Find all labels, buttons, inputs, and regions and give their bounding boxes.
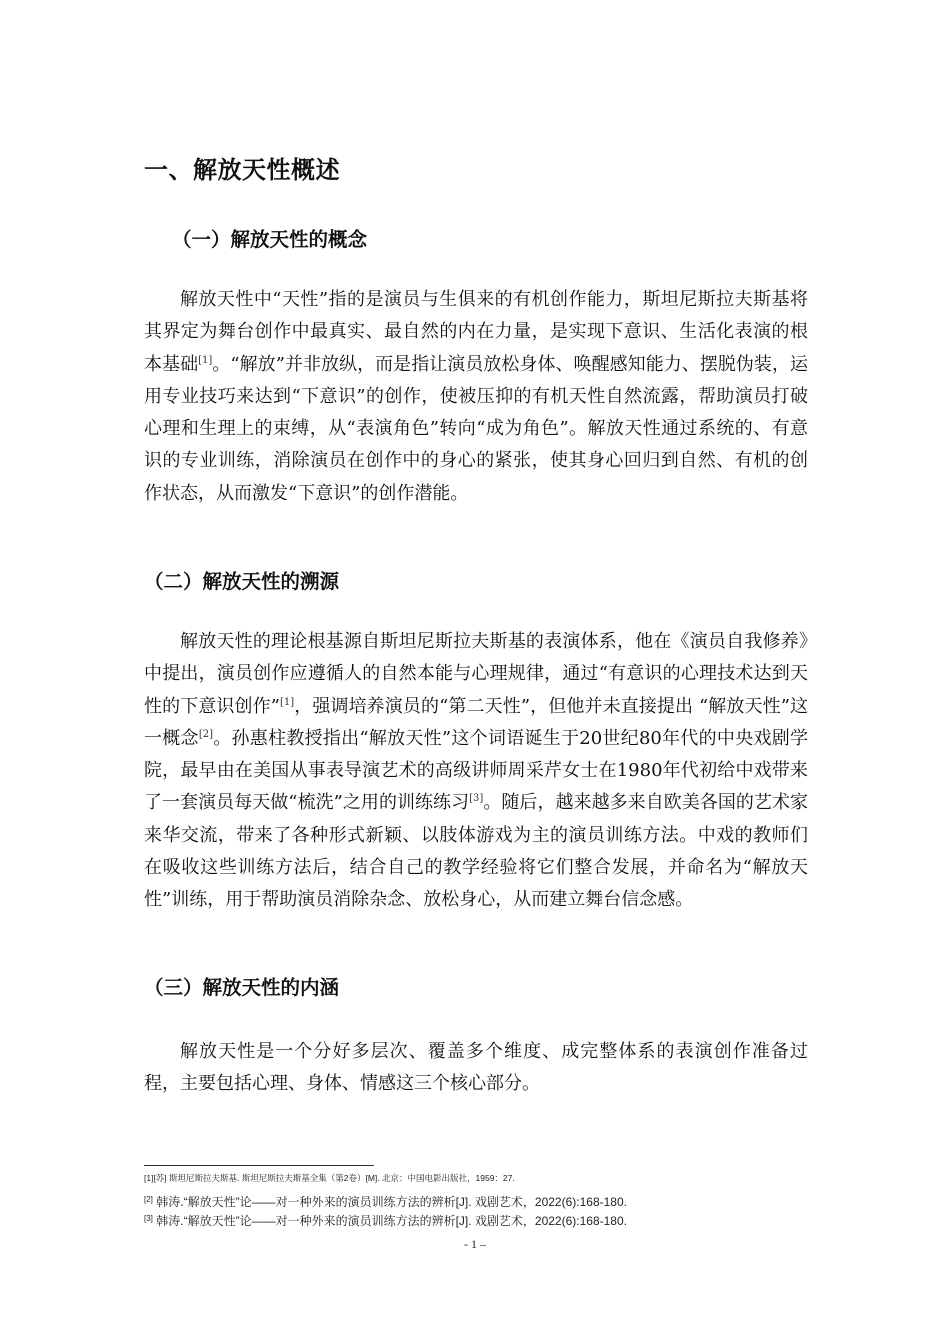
footnote-mark: [2] <box>144 1195 153 1204</box>
footnote-1 <box>144 1172 515 1184</box>
paragraph-text: 解放天性是一个分好多层次、覆盖多个维度、成完整体系的表演创作准备过程，主要包括心理、身体、情感这三个核心部分。 <box>144 1041 808 1095</box>
page-number: - 1 – <box>464 1237 486 1251</box>
paragraph-text: 解放天性中“天性”指的是演员与生俱来的有机创作能力，斯坦尼斯拉夫斯基将其界定为舞台创作中最真实、最自然的内在力量，是实现下意识、生活化表演的根本基础 <box>144 289 808 375</box>
section-heading: 一、解放天性概述 <box>144 156 340 184</box>
footnote-text: 韩涛.“解放天性”论——对一种外来的演员训练方法的辨析[J]. 戏剧艺术，2022(6):168-180. <box>152 1214 627 1228</box>
footnote-2 <box>144 1193 627 1210</box>
footnote-text: 韩涛.“解放天性”论——对一种外来的演员训练方法的辨析[J]. 戏剧艺术，2022(6):168-180. <box>152 1195 627 1209</box>
footnote-3 <box>144 1212 627 1229</box>
footnote-separator <box>144 1165 374 1166</box>
paragraph-concept <box>144 284 808 510</box>
footnote-text: [1][苏] 斯坦尼斯拉夫斯基. 斯坦尼斯拉夫斯基全集（第2卷）[M]. 北京：中国电影出版社，1959：27. <box>144 1173 515 1183</box>
citation-ref: [1] <box>198 354 213 366</box>
paragraph-origin <box>144 626 808 917</box>
citation-ref: [3] <box>469 793 484 805</box>
paragraph-text: 。孙惠柱教授指出“解放天性”这个词语诞生于20世纪80年代的中央戏剧学院，最早由在美国从事表导演艺术的高级讲师周采芹女士在1980年代初给中戏带来了一套演员每天做“梳洗”之用的训练练习 <box>144 727 809 814</box>
footnote-mark: [3] <box>144 1214 153 1223</box>
paragraph-text: ，强调培养演员的“第二天性”，但他并未直接提出 “解放天性”这一概念 <box>144 695 809 749</box>
subsection-heading-origin: （二）解放天性的溯源 <box>144 570 340 593</box>
citation-ref: [1] <box>279 696 295 708</box>
subsection-heading-connotation: （三）解放天性的内涵 <box>144 976 340 999</box>
paragraph-text: 解放天性的理论根基源自斯坦尼斯拉夫斯基的表演体系，他在《演员自我修养》中提出，演员创作应遵循人的自然本能与心理规律，通过“有意识的心理技术达到天性的下意识创作” <box>144 631 808 717</box>
subsection-heading-concept: （一）解放天性的概念 <box>172 228 368 251</box>
citation-ref: [2] <box>198 728 213 740</box>
paragraph-connotation <box>144 1036 808 1101</box>
paragraph-text: 。随后，越来越多来自欧美各国的艺术家来华交流，带来了各种形式新颖、以肢体游戏为主的演员训练方法。中戏的教师们在吸收这些训练方法后，结合自己的教学经验将它们整合发展，并命名为“解放天性”训练，用于帮助演员消除杂念、放松身心，从而建立舞台信念感。 <box>144 792 809 911</box>
paragraph-text: 。“解放”并非放纵，而是指让演员放松身体、唤醒感知能力、摆脱伪装，运用专业技巧来达到“下意识”的创作，使被压抑的有机天性自然流露，帮助演员打破心理和生理上的束缚，从“表演角色”转向“成为角色”。解放天性通过系统的、有意识的专业训练，消除演员在创作中的身心的紧张，使其身心回归到自然、有机的创作状态，从而激发“下意识”的创作潜能。 <box>144 353 809 504</box>
